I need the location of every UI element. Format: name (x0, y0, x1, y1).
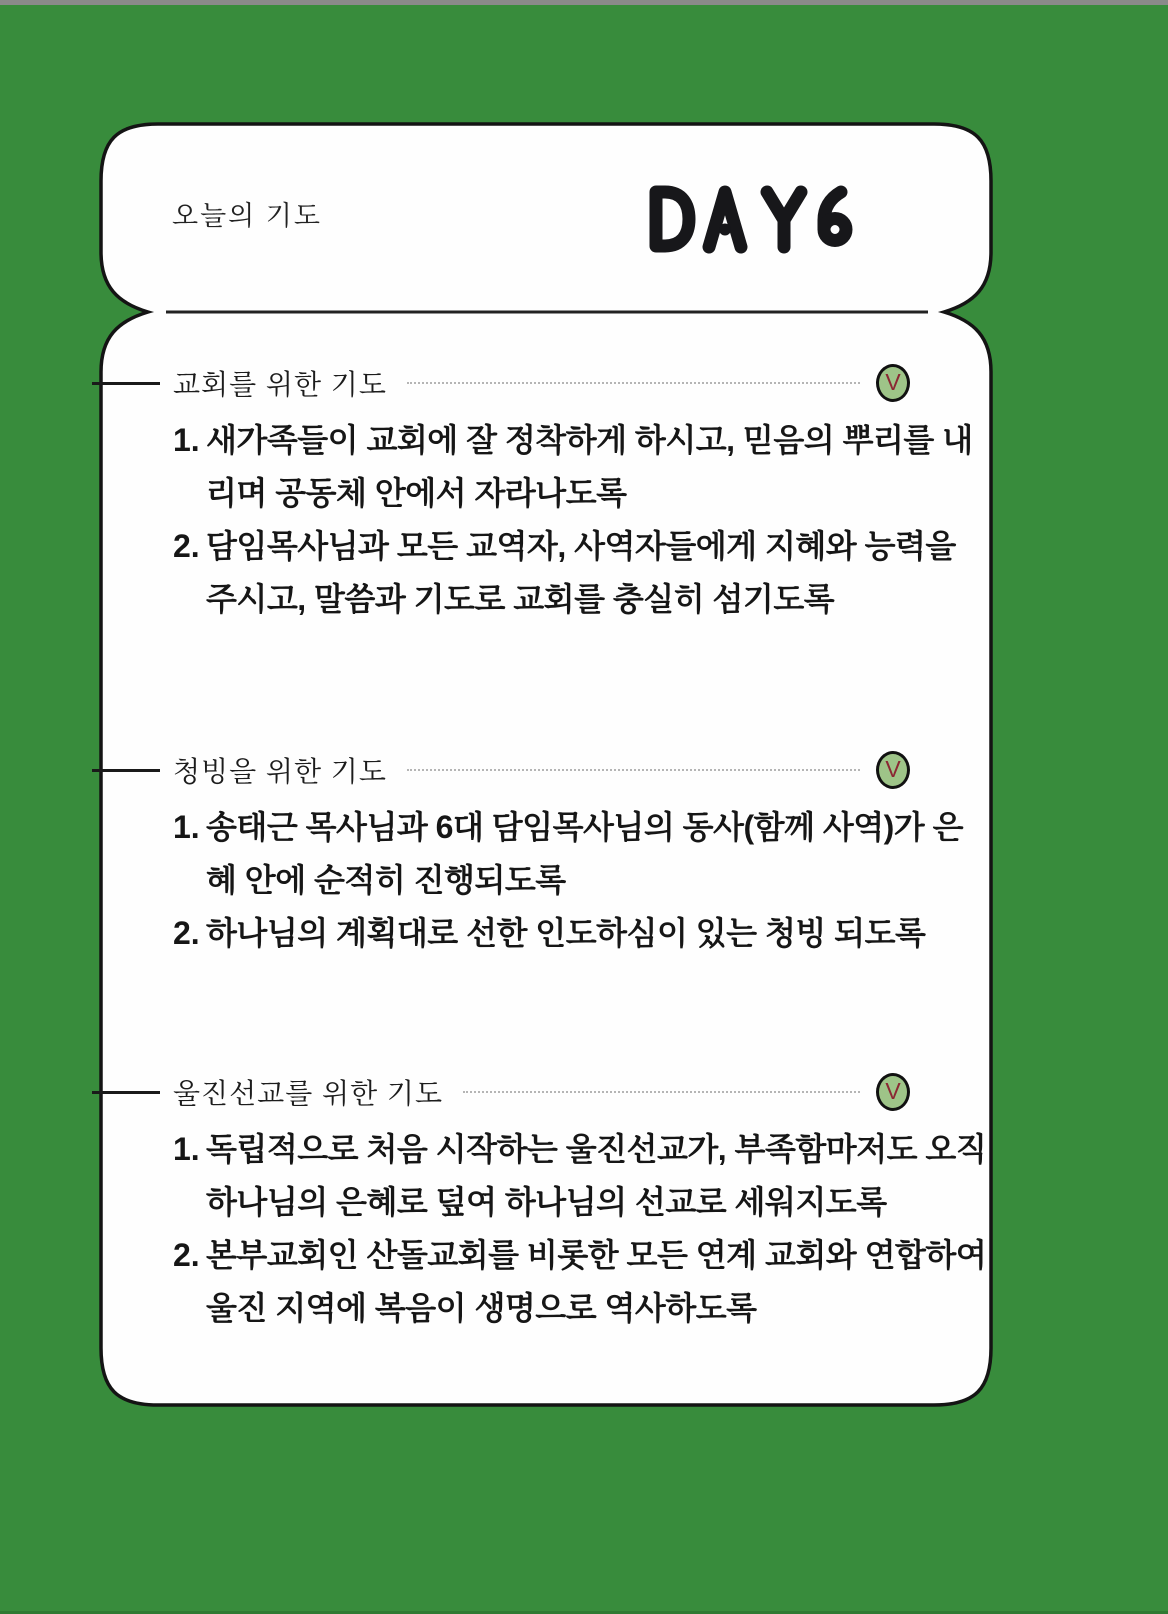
item-text-line: 독립적으로 처음 시작하는 울진선교가, 부족함마저도 오직 (206, 1131, 987, 1167)
prayer-items (173, 801, 964, 960)
section-title: 교회를 위한 기도 (173, 369, 387, 400)
section-tick-line (92, 769, 160, 772)
prayer-item (173, 520, 956, 626)
section-tick-line (92, 1091, 160, 1094)
check-v-mark: V (885, 368, 901, 395)
logo-letter-a-dot (719, 224, 731, 236)
item-text-line: 주시고, 말씀과 기도로 교회를 충실히 섬기도록 (206, 581, 835, 617)
logo-letter-d (656, 192, 689, 246)
prayer-item (173, 1229, 987, 1335)
section-church-prayer (92, 360, 973, 626)
item-number: 1. (173, 422, 200, 458)
dotted-leader-line (463, 1091, 860, 1093)
section-calling-prayer (92, 747, 964, 960)
today-prayer-label: 오늘의 기도 (172, 201, 322, 231)
check-circle (876, 1073, 910, 1111)
item-text-line: 혜 안에 순적히 진행되도록 (206, 862, 566, 898)
section-header (92, 360, 910, 406)
item-number: 2. (173, 915, 200, 951)
item-text-line: 리며 공동체 안에서 자라나도록 (206, 475, 627, 511)
logo-letter-a (709, 192, 741, 247)
section-title: 청빙을 위한 기도 (173, 756, 387, 787)
dotted-leader-line (407, 382, 860, 384)
check-circle (876, 751, 910, 789)
section-header (92, 747, 910, 793)
item-text-line: 담임목사님과 모든 교역자, 사역자들에게 지혜와 능력을 (206, 528, 956, 564)
section-uljin-mission-prayer (92, 1069, 987, 1335)
prayer-item (173, 801, 964, 907)
item-number: 2. (173, 1237, 200, 1273)
logo-digit-6-bowl (824, 219, 846, 241)
section-tick-line (92, 382, 160, 385)
item-text-line: 하나님의 은혜로 덮여 하나님의 선교로 세워지도록 (206, 1184, 887, 1220)
item-text-line: 하나님의 계획대로 선한 인도하심이 있는 청빙 되도록 (206, 915, 926, 951)
item-text-line: 본부교회인 산돌교회를 비롯한 모든 연계 교회와 연합하여 (206, 1237, 987, 1273)
check-circle (876, 364, 910, 402)
prayer-items (173, 1123, 987, 1335)
prayer-item (173, 414, 973, 520)
item-text-line: 울진 지역에 복음이 생명으로 역사하도록 (206, 1290, 757, 1326)
check-v-mark: V (885, 1077, 901, 1104)
logo-letter-y (767, 192, 801, 247)
item-text-line: 송태근 목사님과 6대 담임목사님의 동사(함께 사역)가 은 (206, 809, 964, 845)
item-number: 1. (173, 809, 200, 845)
check-v-mark: V (885, 755, 901, 782)
prayer-item (173, 1123, 987, 1229)
section-header (92, 1069, 910, 1115)
item-number: 1. (173, 1131, 200, 1167)
prayer-item (173, 907, 926, 960)
prayer-items (173, 414, 973, 626)
dotted-leader-line (407, 769, 860, 771)
item-text-line: 새가족들이 교회에 잘 정착하게 하시고, 믿음의 뿌리를 내 (206, 422, 973, 458)
day6-logo (643, 183, 853, 255)
section-title: 울진선교를 위한 기도 (173, 1078, 443, 1109)
item-number: 2. (173, 528, 200, 564)
